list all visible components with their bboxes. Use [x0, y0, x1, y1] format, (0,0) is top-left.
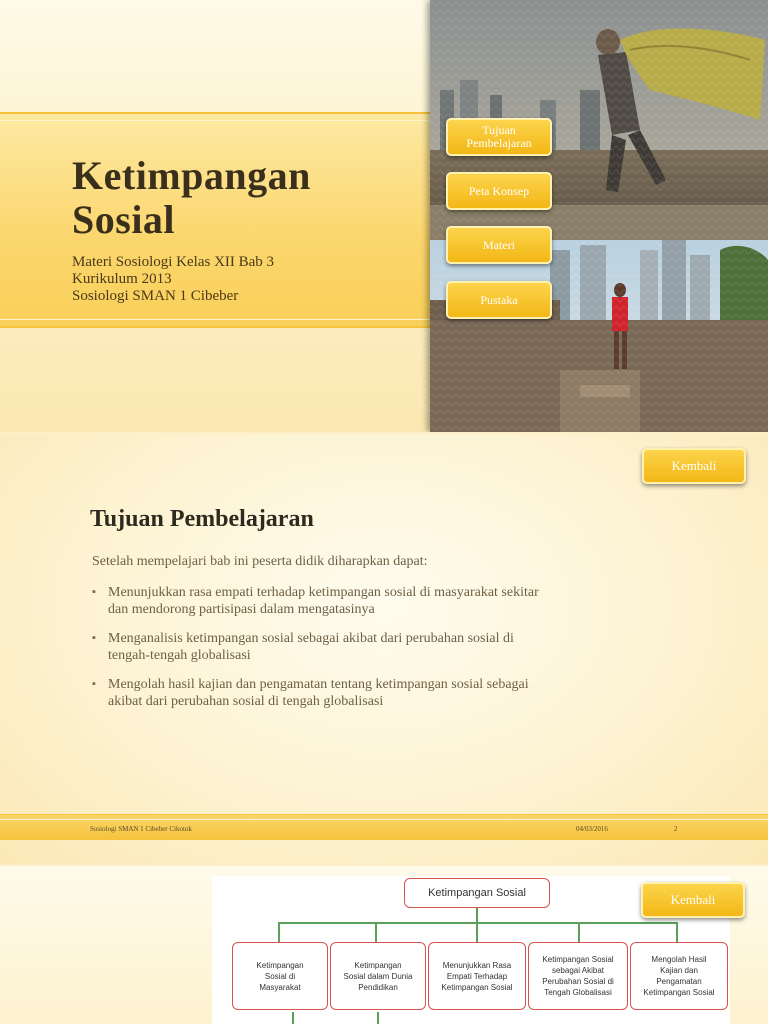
title-line: Ketimpangan [72, 153, 311, 198]
connector [578, 922, 580, 942]
list-item [92, 584, 682, 618]
connector [476, 908, 478, 922]
connector [377, 1012, 379, 1024]
list-item-text: dan mendorong partisipasi dalam mengatasinya [108, 602, 375, 617]
nav-button-tujuan-pembelajaran[interactable] [446, 118, 552, 156]
band-rule [0, 120, 432, 121]
back-button[interactable]: Kembali [642, 448, 746, 484]
bullet-icon: ▪ [92, 586, 96, 598]
title-line: Sosial [72, 197, 176, 242]
node-text: Ketimpangan [256, 960, 304, 970]
subtitle-line: Materi Sosiologi Kelas XII Bab 3 [72, 254, 275, 270]
concept-node [528, 942, 628, 1010]
objectives-slide [0, 434, 768, 864]
subtitle-line: Sosiologi SMAN 1 Cibeber [72, 288, 239, 304]
bullet-icon: ▪ [92, 678, 96, 690]
node-text: Ketimpangan Sosial [542, 955, 614, 964]
node-text: sebagai Akibat [551, 966, 605, 975]
connector [292, 1012, 294, 1024]
connector [278, 922, 280, 942]
nav-button-label: Materi [483, 237, 515, 252]
nav-button-label: Peta Konsep [468, 183, 530, 198]
list-item-text: Menunjukkan rasa empati terhadap ketimpangan sosial di masyarakat sekitar [108, 585, 539, 600]
slide-title: Tujuan Pembelajaran [90, 506, 314, 532]
node-text: Kajian dan [660, 966, 698, 975]
connector [476, 922, 478, 942]
footer-source: Sosiologi SMAN 1 Cibeber Cikotok [90, 825, 192, 833]
connector [278, 922, 678, 924]
intro-text: Setelah mempelajari bab ini peserta didik diharapkan dapat: [92, 554, 428, 569]
node-text: Ketimpangan Sosial [643, 988, 715, 997]
objectives-list [92, 584, 682, 722]
concept-map-slide [0, 866, 768, 1024]
concept-node [428, 942, 526, 1010]
connector [676, 922, 678, 942]
concept-root: Ketimpangan Sosial [404, 878, 550, 908]
node-text: Mengolah Hasil [651, 955, 707, 964]
nav-button-peta-konsep[interactable] [446, 172, 552, 210]
node-text: Sosial di [264, 971, 296, 981]
title-slide [0, 0, 768, 432]
node-text: Sosial dalam Dunia [343, 971, 413, 981]
list-item-text: Menganalisis ketimpangan sosial sebagai akibat dari perubahan sosial di [108, 631, 514, 646]
list-item [92, 676, 682, 710]
list-item [92, 630, 682, 664]
nav-button-label: Tujuan [482, 123, 516, 137]
cover-photo [430, 0, 768, 432]
nav-button-materi[interactable] [446, 226, 552, 264]
nav-button-label: Pustaka [480, 292, 518, 307]
concept-node [232, 942, 328, 1010]
list-item-text: akibat dari perubahan sosial di tengah globalisasi [108, 694, 384, 709]
node-text: Pendidikan [358, 982, 398, 992]
node-text: Ketimpangan Sosial [441, 982, 513, 992]
back-button[interactable]: Kembali [641, 882, 745, 918]
node-text: Ketimpangan [354, 960, 402, 970]
concept-node [330, 942, 426, 1010]
bullet-icon: ▪ [92, 632, 96, 644]
band-rule [0, 819, 768, 820]
footer-date: 04/03/2016 [576, 825, 608, 833]
nav-button-label: Pembelajaran [466, 136, 532, 150]
band-rule [0, 319, 432, 320]
list-item-text: Mengolah hasil kajian dan pengamatan tentang ketimpangan sosial sebagai [108, 677, 529, 692]
list-item-text: tengah-tengah globalisasi [108, 648, 251, 663]
node-text: Menunjukkan Rasa [442, 960, 512, 970]
cover-photo-illustration [430, 0, 768, 432]
footer-page-number: 2 [674, 825, 678, 833]
node-text: Masyarakat [259, 982, 301, 992]
node-text: Tengah Globalisasi [544, 988, 612, 997]
footer-band [0, 814, 768, 840]
node-text: Perubahan Sosial di [542, 977, 614, 986]
subtitle-line: Kurikulum 2013 [72, 271, 172, 287]
node-text: Empati Terhadap [446, 971, 508, 981]
connector [375, 922, 377, 942]
node-text: Pengamatan [656, 977, 702, 986]
slide-title [72, 154, 311, 242]
nav-button-pustaka[interactable] [446, 281, 552, 319]
concept-node [630, 942, 728, 1010]
